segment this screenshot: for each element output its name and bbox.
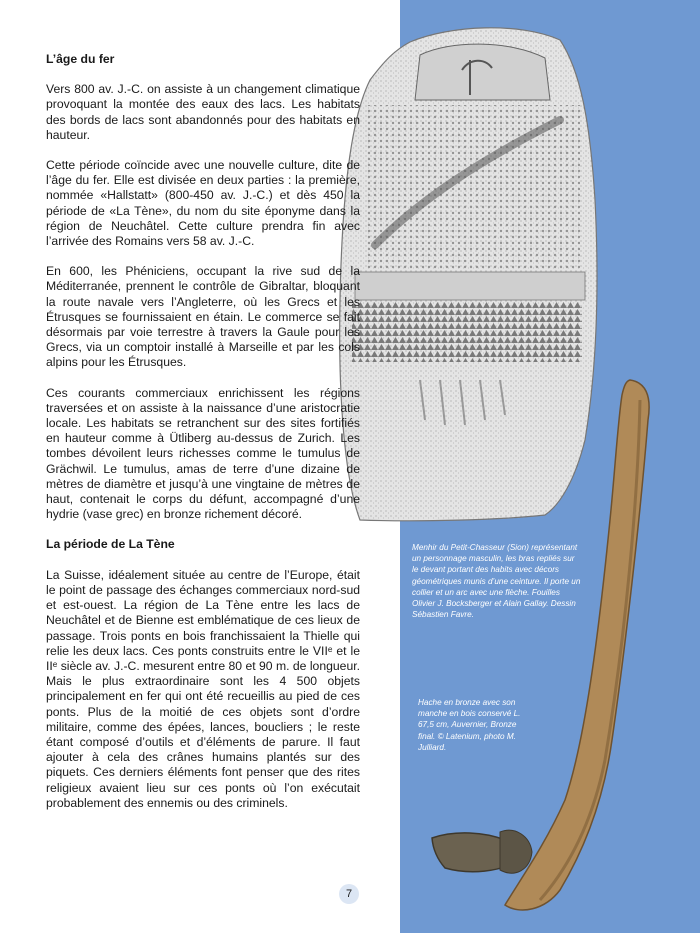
hache-handle [505, 380, 649, 910]
hache-socket [500, 830, 532, 873]
paragraph: Cette période coïncide avec une nouvelle culture, dite de l’âge du fer. Elle est divisée en deux parties : la première, nommée «Hallstatt» (800-450 av. J.-C.) et dès 450 la période de «La Tène», du nom du site éponyme dans la région de Neuchâtel. Cette culture prendra fin avec l’arrivée des Romains vers 58 av. J.-C. [46, 158, 360, 249]
section-title-la-tene: La période de La Tène [46, 537, 175, 552]
paragraph: La Suisse, idéalement située au centre de l’Europe, était le point de passage des échanges commerciaux nord-sud et est-ouest. La région de La Tène entre les lacs de Neuchâtel et de Bienne est emblématique de ces lieux de passage. Trois ponts en bois franchissaient la Thielle qui relie les deux lacs. Ces ponts construits entre le VIIᵉ et le IIᵉ siècle av. J.-C. mesurent entre 80 et 90 m. de longueur. Mais le plus extraordinaire sont les 4 500 objets principalement en fer qui ont été recueillis au pied de ces ponts. Plus de la moitié de ces objets sont d’ordre militaire, comme des épées, lances, boucliers ; le reste étant composé d’outils et d’éléments de parure. Il faut ajouter à cela des crânes humains plantés sur des piquets. Ces derniers éléments font penser que des rites religieux avaient lieu sur ces ponts où l’on exécutait probablement des ennemis ou des criminels. [46, 567, 360, 810]
paragraph: Ces courants commerciaux enrichissent les régions traversées et on assiste à la naissance d’une aristocratie locale. Les habitats se retranchent sur des sites fortifiés en hauteur comme à Ütliberg au-dessus de Zurich. Les tombes dévoilent leurs richesses comme le tumulus de Grächwil. Le tumulus, amas de terre d’une dizaine de mètres de diamètre et jusqu’à une vingtaine de mètres de haut, contenait le corps du défunt, accompagné d’une hydrie (vase grec) en bronze richement décoré. [46, 385, 360, 522]
section-title-iron-age: L’âge du fer [46, 52, 115, 66]
caption-hache: Hache en bronze avec son manche en bois conservé L. 67,5 cm, Auvernier, Bronze final. © Latenium, photo M. Julliard. [418, 698, 521, 752]
caption-menhir: Menhir du Petit-Chasseur (Sion) représentant un personnage masculin, les bras repliés sur le devant portant des habits avec décors géométriques munis d’une ceinture. Il porte un collier et un arc avec une flèche. Fouilles Olivier J. Bocksberger et Alain Gallay. Dessin Sébastien Favre. [412, 543, 581, 620]
paragraph: En 600, les Phéniciens, occupant la rive sud de la Méditerranée, prennent le contrôle de Gibraltar, bloquant la route navale vers l’Angleterre, où les Grecs et les Étrusques se fournissaient en étain. Le commerce se fait désormais par voie terrestre à travers la Gaule pour les Grecs, via un comptoir installé à Marseille et par les cols alpins pour les Étrusques. [46, 264, 360, 370]
main-text-column [46, 52, 360, 826]
page-number: 7 [339, 884, 359, 904]
paragraph: Vers 800 av. J.-C. on assiste à un changement climatique provoquant la montée des eaux des lacs. Les habitats des bords de lacs sont abandonnés pour des habitats en hauteur. [46, 82, 360, 142]
